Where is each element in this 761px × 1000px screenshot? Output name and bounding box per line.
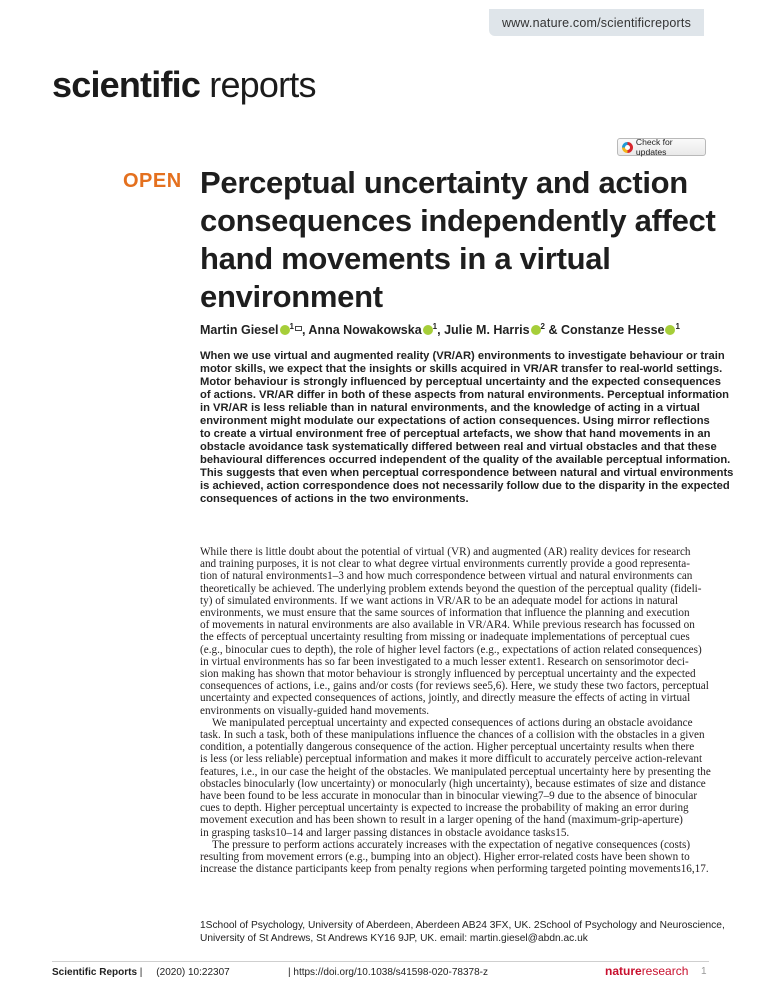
abstract-line: obstacle avoidance task systematically differed between real and virtual obstacles and that these bbox=[200, 441, 717, 453]
body-line: uncertainty and expected consequences of actions, jointly, and directly measure the effects of acting in virtual bbox=[200, 692, 691, 705]
open-access-label: OPEN bbox=[123, 170, 182, 192]
abstract-line: When we use virtual and augmented reality (VR/AR) environments to investigate behaviour or train bbox=[200, 350, 725, 362]
body-line: (e.g., binocular cues to depth), the role of higher level factors (e.g., expectations of action related consequences) bbox=[200, 643, 702, 656]
author-affil: 2 bbox=[540, 322, 545, 331]
abstract-line: Motor behaviour is strongly influenced by perceptual uncertainty and the expected consequences bbox=[200, 376, 721, 388]
author-name[interactable]: Martin Giesel bbox=[200, 323, 279, 337]
body-line: tion of natural environments1–3 and how much correspondence between virtual and natural environments can bbox=[200, 570, 693, 583]
author-affil: 1 bbox=[432, 322, 438, 331]
body-line: While there is little doubt about the potential of virtual (VR) and augmented (AR) reality devices for research bbox=[200, 546, 691, 558]
check-updates-icon bbox=[622, 142, 633, 153]
email-icon[interactable] bbox=[295, 326, 302, 331]
publisher-logo bbox=[605, 964, 688, 978]
abstract bbox=[200, 350, 734, 506]
affiliation-line: University of St Andrews, St Andrews KY16 9JP, UK. email: martin.giesel@abdn.ac.uk bbox=[200, 933, 588, 944]
abstract-line: is achieved, action correspondence does not necessarily follow due to the disparity in the expected bbox=[200, 480, 730, 492]
body-line: have been found to be less accurate in monocular than in binocular viewing7–9 due to the absence of binocular bbox=[200, 790, 698, 803]
footer-issue: | (2020) 10:22307 bbox=[137, 967, 244, 978]
body-line: consequences of actions, i.e., gains and/or costs (for reviews see5,6). Here, we study these two factors, perceptual bbox=[200, 680, 709, 693]
journal-url[interactable]: www.nature.com/scientificreports bbox=[489, 9, 704, 36]
body-line: is less (or less reliable) perceptual information and makes it more difficult to accurately perceive action-relevant bbox=[200, 753, 703, 766]
abstract-line: environment might modulate our expectations of action consequences. Using mirror reflections bbox=[200, 415, 710, 427]
body-line: obstacles binocularly (low uncertainty) or monocularly (high uncertainty), because estimates of size and distance bbox=[200, 777, 706, 790]
author-affil: 1 bbox=[675, 322, 680, 331]
body-line: in virtual environments has so far been investigated to a much lesser extent1. Research on sensorimotor deci- bbox=[200, 655, 689, 668]
body-line: increase the distance participants keep from penalty regions when performing targeted pointing movements16,17. bbox=[200, 863, 709, 876]
author-name[interactable]: , Julie M. Harris bbox=[437, 323, 530, 337]
logo-strong: scientific bbox=[52, 64, 201, 105]
body-line: resulting from movement errors (e.g., bumping into an object). Higher error-related costs have been shown to bbox=[200, 851, 690, 864]
body-line: movement execution and has been shown to result in a larger opening of the hand (maximum-grip-aperture) bbox=[200, 814, 683, 827]
abstract-line: behavioural differences occurred independent of the quality of the available perceptual information. bbox=[200, 454, 731, 466]
article-title: Perceptual uncertainty and action consequences independently affect hand movements in a virtual environment bbox=[200, 165, 716, 314]
logo-light: reports bbox=[200, 64, 316, 105]
affiliations bbox=[200, 919, 725, 945]
orcid-icon[interactable] bbox=[280, 325, 290, 335]
author-name[interactable]: & Constanze Hesse bbox=[544, 323, 665, 337]
orcid-icon[interactable] bbox=[665, 325, 675, 335]
abstract-line: This suggests that even when perceptual correspondence between natural and virtual environments bbox=[200, 467, 734, 479]
body-line: features, i.e., in our case the height of the obstacles. We manipulated perceptual uncertainty here by presenting the bbox=[200, 765, 711, 778]
abstract-line: to create a virtual environment free of perceptual artefacts, we show that hand movements in an bbox=[200, 428, 711, 440]
body-line: We manipulated perceptual uncertainty and expected consequences of actions during an obstacle avoidance bbox=[212, 716, 693, 729]
footer-divider bbox=[52, 961, 709, 962]
author-list bbox=[200, 322, 720, 337]
check-updates-label: Check for updates bbox=[635, 137, 673, 157]
orcid-icon[interactable] bbox=[531, 325, 541, 335]
body-line: ty) of simulated environments. If we want actions in VR/AR to be an adequate model for actions in natural bbox=[200, 594, 678, 607]
footer-doi-link[interactable]: | https://doi.org/10.1038/s41598-020-78378-z bbox=[288, 967, 488, 978]
footer-journal-name: Scientific Reports bbox=[52, 967, 138, 978]
affiliation-line: 1School of Psychology, University of Aberdeen, Aberdeen AB24 3FX, UK. 2School of Psychology and Neuroscience, bbox=[200, 920, 725, 931]
body-line: and training purposes, it is not clear to what degree virtual environments currently provide a good representa- bbox=[200, 558, 690, 571]
body-line: environments on visually-guided hand movements. bbox=[200, 704, 429, 717]
body-line: the effects of perceptual uncertainty resulting from missing or inadequate implementations of perceptual cues bbox=[200, 631, 690, 644]
check-updates-button[interactable] bbox=[617, 138, 706, 156]
page-number: 1 bbox=[701, 966, 707, 977]
footer-journal bbox=[52, 967, 244, 978]
abstract-line: consequences of actions in the two environments. bbox=[200, 493, 469, 505]
abstract-line: in VR/AR is less reliable than in natural environments, and the knowledge of acting in a virtual bbox=[200, 402, 700, 414]
body-line: task. In such a task, both of these manipulations influence the chances of a collision with the obstacles in a given bbox=[200, 729, 705, 742]
body-line: of movements in natural environments are also available in VR/AR4. While previous research has focussed on bbox=[200, 619, 695, 632]
abstract-line: of actions. VR/AR differ in both of these aspects from natural environments. Perceptual information bbox=[200, 389, 729, 401]
journal-logo bbox=[52, 64, 316, 106]
body-text bbox=[200, 546, 712, 875]
body-line: sion making has shown that motor behaviour is strongly influenced by perceptual uncertainty and the expected bbox=[200, 668, 696, 681]
author-name[interactable]: , Anna Nowakowska bbox=[301, 323, 422, 337]
publisher-light: research bbox=[641, 964, 689, 978]
body-line: The pressure to perform actions accurately increases with the expectation of negative consequences (costs) bbox=[212, 838, 691, 851]
body-line: cues to depth. Higher perceptual uncertainty is expected to increase the probability of making an error during bbox=[200, 802, 689, 815]
author-affil: 1 bbox=[289, 322, 294, 331]
publisher-strong: nature bbox=[605, 964, 642, 978]
body-line: condition, a potentially dangerous consequence of the action. Higher perceptual uncertainty results when there bbox=[200, 741, 695, 754]
body-line: environments, we must ensure that the same sources of information that influence the planning and execution bbox=[200, 607, 690, 620]
body-line: theoretically be achieved. The underlying problem extends beyond the question of the perceptual quality (fideli- bbox=[200, 582, 702, 595]
orcid-icon[interactable] bbox=[423, 325, 433, 335]
abstract-line: motor skills, we expect that the insights or skills acquired in VR/AR transfer to real-world settings. bbox=[200, 363, 723, 375]
body-line: in grasping tasks10–14 and larger passing distances in obstacle avoidance tasks15. bbox=[200, 826, 570, 839]
